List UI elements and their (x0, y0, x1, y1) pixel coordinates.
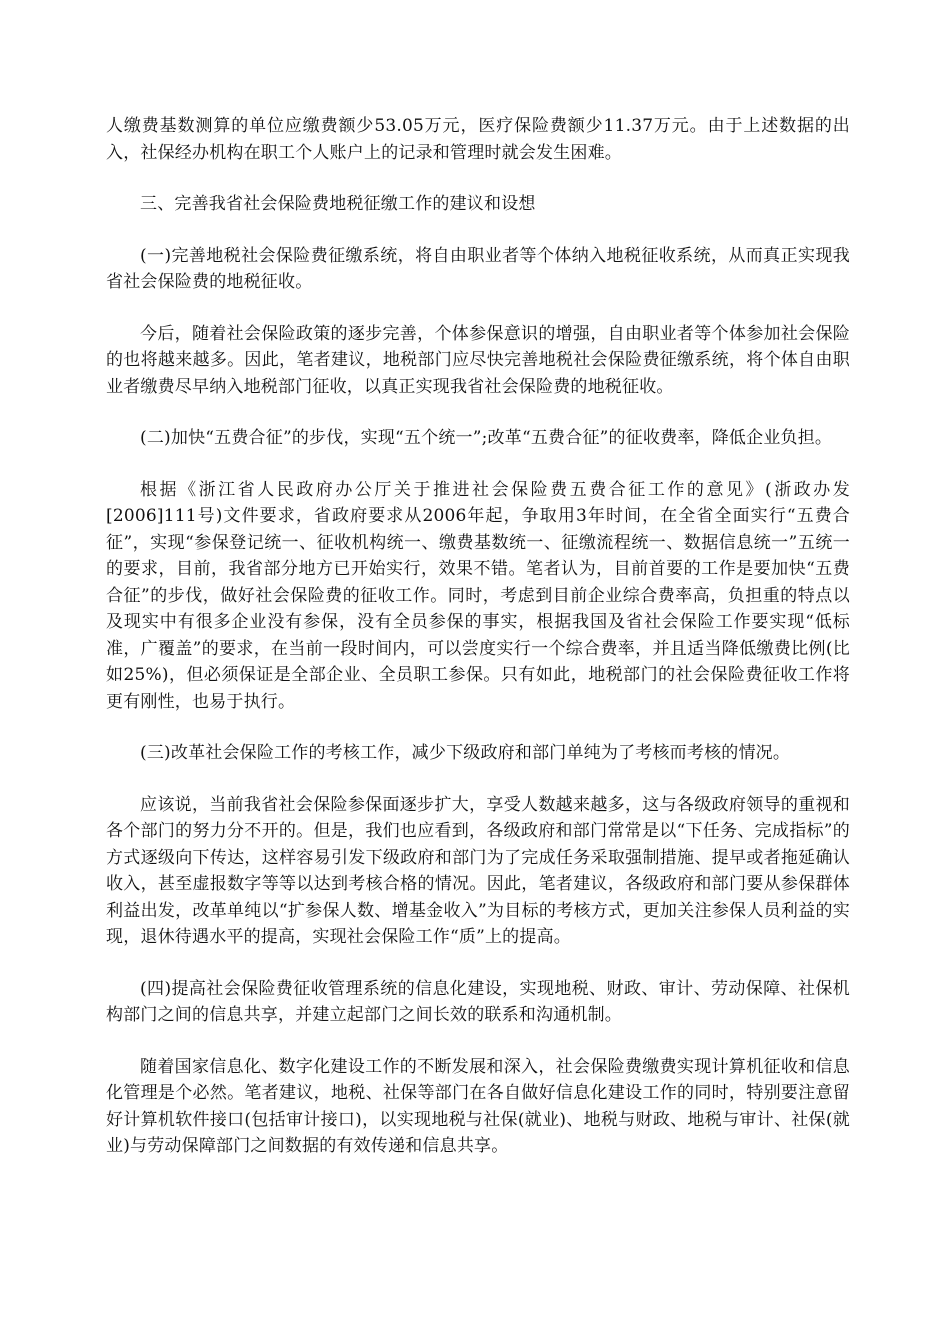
subheading-3: (三)改革社会保险工作的考核工作，减少下级政府和部门单纯为了考核而考核的情况。 (140, 743, 791, 763)
subheading-1: (一)完善地税社会保险费征缴系统，将自由职业者等个体纳入地税征收系统，从而真正实现我省社会保险费的地税征收。 (106, 245, 850, 292)
paragraph-body-3: 应该说，当前我省社会保险参保面逐步扩大，享受人数越来越多，这与各级政府领导的重视和各个部门的努力分不开的。但是，我们也应看到，各级政府和部门常常是以“下任务、完成指标”的方式逐级向下传达，这样容易引发下级政府和部门为了完成任务采取强制措施、提早或者拖延确认收入，甚至虚报数字等等以达到考核合格的情况。因此，笔者建议，各级政府和部门要从参保群体利益出发，改革单纯以“扩参保人数、增基金收入”为目标的考核方式，更加关注参保人员利益的实现，退休待遇水平的提高，实现社会保险工作“质”上的提高。 (106, 794, 850, 947)
paragraph-body-4: 随着国家信息化、数字化建设工作的不断发展和深入，社会保险费缴费实现计算机征收和信息化管理是个必然。笔者建议，地税、社保等部门在各自做好信息化建设工作的同时，特别要注意留好计算机软件接口(包括审计接口)，以实现地税与社保(就业)、地税与财政、地税与审计、社保(就业)与劳动保障部门之间数据的有效传递和信息共享。 (106, 1056, 850, 1156)
paragraph-continuation: 人缴费基数测算的单位应缴费额少53.05万元，医疗保险费额少11.37万元。由于上述数据的出入，社保经办机构在职工个人账户上的记录和管理时就会发生困难。 (106, 116, 850, 163)
subheading-4: (四)提高社会保险费征收管理系统的信息化建设，实现地税、财政、审计、劳动保障、社保机构部门之间的信息共享，并建立起部门之间长效的联系和沟通机制。 (106, 978, 850, 1025)
paragraph-body-2: 根据《浙江省人民政府办公厅关于推进社会保险费五费合征工作的意见》(浙政办发[2006]111号)文件要求，省政府要求从2006年起，争取用3年时间，在全省全面实行“五费合征”，实现“参保登记统一、征收机构统一、缴费基数统一、征缴流程统一、数据信息统一”五统一的要求，目前，我省部分地方已开始实行，效果不错。笔者认为，目前首要的工作是要加快“五费合征”的步伐，做好社会保险费的征收工作。同时，考虑到目前企业综合费率高，负担重的特点以及现实中有很多企业没有参保，没有全员参保的事实，根据我国及省社会保险工作要实现“低标准，广覆盖”的要求，在当前一段时间内，可以尝度实行一个综合费率，并且适当降低缴费比例(比如25%)，但必须保证是全部企业、全员职工参保。只有如此，地税部门的社会保险费征收工作将更有刚性，也易于执行。 (106, 479, 850, 712)
subheading-2: (二)加快“五费合征”的步伐，实现“五个统一”;改革“五费合征”的征收费率，降低企业负担。 (140, 428, 833, 448)
document-page (106, 113, 850, 1160)
section-heading-3: 三、完善我省社会保险费地税征缴工作的建议和设想 (140, 194, 536, 214)
paragraph-body-1: 今后，随着社会保险政策的逐步完善，个体参保意识的增强，自由职业者等个体参加社会保险的也将越来越多。因此，笔者建议，地税部门应尽快完善地税社会保险费征缴系统，将个体自由职业者缴费尽早纳入地税部门征收，以真正实现我省社会保险费的地税征收。 (106, 323, 850, 397)
